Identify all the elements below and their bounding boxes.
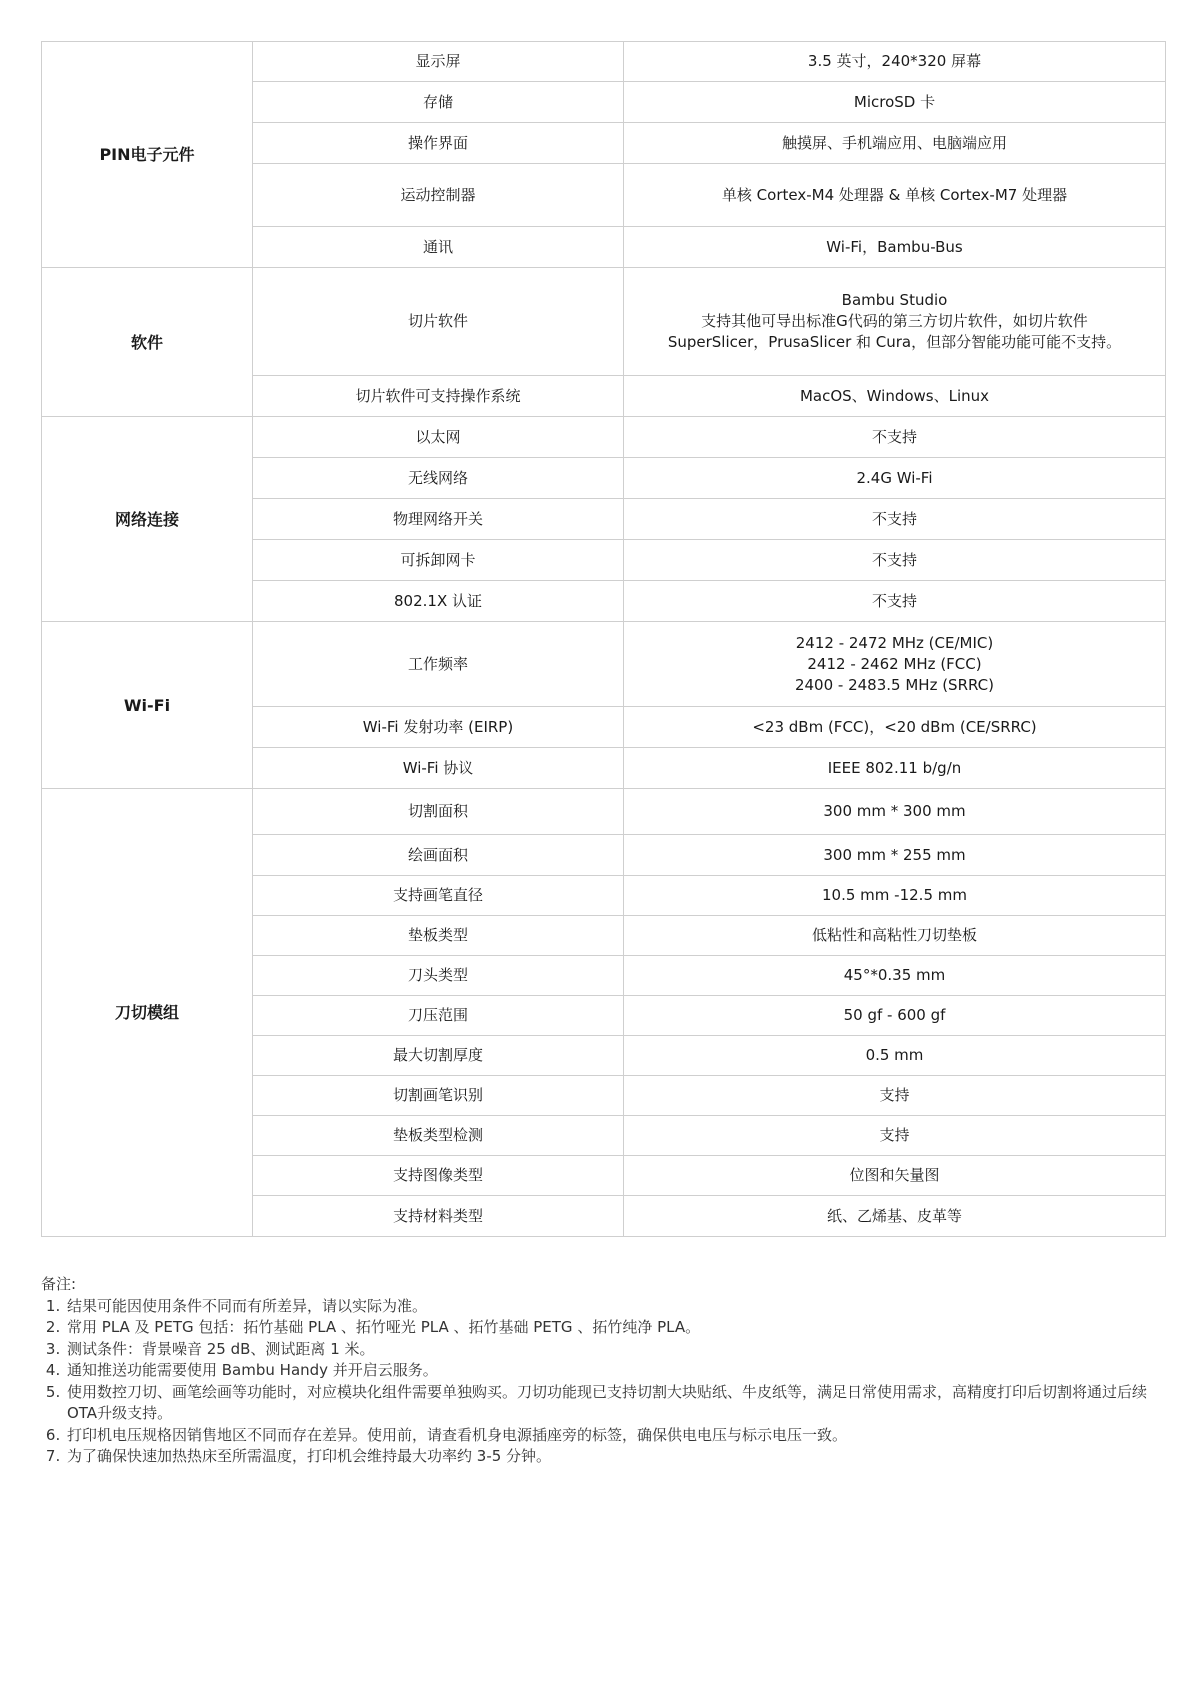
note-item: 4. 通知推送功能需要使用 Bambu Handy 并开启云服务。 — [65, 1360, 1165, 1382]
spec-value — [624, 42, 1166, 82]
spec-value — [624, 707, 1166, 748]
spec-label: 支持画笔直径 — [253, 876, 624, 916]
spec-value — [624, 1196, 1166, 1237]
spec-value — [624, 1116, 1166, 1156]
group-label: 刀切模组 — [42, 789, 253, 1237]
spec-value-line: 300 mm * 300 mm — [823, 802, 966, 820]
spec-label: 刀压范围 — [253, 996, 624, 1036]
spec-value — [624, 916, 1166, 956]
spec-label: 以太网 — [253, 417, 624, 458]
spec-value — [624, 581, 1166, 622]
spec-label: 垫板类型检测 — [253, 1116, 624, 1156]
spec-value — [624, 376, 1166, 417]
spec-value — [624, 622, 1166, 707]
spec-value-line: IEEE 802.11 b/g/n — [827, 758, 962, 777]
spec-value-line: 2412 - 2472 MHz (CE/MIC) — [795, 633, 994, 652]
spec-label: 绘画面积 — [253, 835, 624, 876]
spec-label: 支持图像类型 — [253, 1156, 624, 1196]
note-item: 6. 打印机电压规格因销售地区不同而存在差异。使用前，请查看机身电源插座旁的标签，确保供电电压与标示电压一致。 — [65, 1425, 1165, 1447]
spec-value — [624, 876, 1166, 916]
spec-label: 显示屏 — [253, 42, 624, 82]
spec-label: 垫板类型 — [253, 916, 624, 956]
spec-label: 可拆卸网卡 — [253, 540, 624, 581]
spec-value-line: MacOS、Windows、Linux — [799, 386, 990, 405]
spec-label: Wi-Fi 发射功率 (EIRP) — [253, 707, 624, 748]
spec-value-line: 50 gf - 600 gf — [843, 1006, 946, 1024]
note-item: 5. 使用数控刀切、画笔绘画等功能时，对应模块化组件需要单独购买。刀切功能现已支持切割大块贴纸、牛皮纸等，满足日常使用需求，高精度打印后切割将通过后续OTA升级支持。 — [65, 1382, 1165, 1425]
spec-value-line: 支持其他可导出标准G代码的第三方切片软件，如切片软件 — [701, 312, 1088, 330]
spec-value — [624, 996, 1166, 1036]
spec-value — [624, 835, 1166, 876]
spec-value — [624, 956, 1166, 996]
spec-value-line: 不支持 — [871, 509, 917, 528]
spec-value — [624, 1156, 1166, 1196]
spec-value — [624, 458, 1166, 499]
table-row — [42, 417, 1166, 458]
spec-label: 通讯 — [253, 227, 624, 268]
spec-value-line: 支持 — [879, 1126, 910, 1144]
spec-label: Wi-Fi 协议 — [253, 748, 624, 789]
spec-value-line: <23 dBm (FCC)，<20 dBm (CE/SRRC) — [752, 717, 1037, 736]
spec-value-line: MicroSD 卡 — [853, 92, 936, 111]
spec-label: 切割面积 — [253, 789, 624, 835]
spec-value-line: 2412 - 2462 MHz (FCC) — [807, 654, 982, 673]
table-row — [42, 42, 1166, 82]
spec-value — [624, 227, 1166, 268]
spec-value-line: 位图和矢量图 — [849, 1166, 940, 1184]
spec-label: 物理网络开关 — [253, 499, 624, 540]
group-label: 软件 — [42, 268, 253, 417]
table-row — [42, 268, 1166, 376]
spec-value-line: Wi-Fi，Bambu-Bus — [826, 237, 963, 256]
spec-value-line: 300 mm * 255 mm — [823, 845, 966, 864]
spec-value-line: Bambu Studio — [841, 291, 948, 309]
spec-value — [624, 540, 1166, 581]
spec-value-line: 不支持 — [871, 427, 917, 446]
spec-value-line: 3.5 英寸，240*320 屏幕 — [807, 52, 982, 70]
notes-list — [41, 1296, 1165, 1468]
note-item: 3. 测试条件：背景噪音 25 dB、测试距离 1 米。 — [65, 1339, 1165, 1361]
group-label: 网络连接 — [42, 417, 253, 622]
spec-value — [624, 164, 1166, 227]
spec-value-line: 2.4G Wi-Fi — [856, 468, 933, 487]
spec-table-body — [42, 42, 1166, 1237]
note-item: 2. 常用 PLA 及 PETG 包括：拓竹基础 PLA 、拓竹哑光 PLA 、拓竹基础 PETG 、拓竹纯净 PLA。 — [65, 1317, 1165, 1339]
spec-value-line: 触摸屏、手机端应用、电脑端应用 — [781, 133, 1007, 152]
spec-value — [624, 499, 1166, 540]
spec-label: 切片软件 — [253, 268, 624, 376]
spec-value-line: 单核 Cortex-M4 处理器 & 单核 Cortex-M7 处理器 — [721, 185, 1068, 204]
spec-value-line: 支持 — [879, 1086, 910, 1104]
note-item: 7. 为了确保快速加热热床至所需温度，打印机会维持最大功率约 3-5 分钟。 — [65, 1446, 1165, 1468]
spec-label: 无线网络 — [253, 458, 624, 499]
spec-value-line: 纸、乙烯基、皮革等 — [826, 1206, 962, 1225]
spec-label: 工作频率 — [253, 622, 624, 707]
spec-value — [624, 123, 1166, 164]
spec-value-line: 10.5 mm -12.5 mm — [822, 886, 967, 904]
spec-value — [624, 789, 1166, 835]
notes-title: 备注: — [41, 1275, 77, 1293]
table-row — [42, 622, 1166, 707]
spec-label: 802.1X 认证 — [253, 581, 624, 622]
spec-value-line: 0.5 mm — [865, 1046, 924, 1064]
spec-label: 切割画笔识别 — [253, 1076, 624, 1116]
spec-value-line: 不支持 — [871, 550, 917, 569]
notes-section — [41, 1274, 1165, 1468]
spec-label: 最大切割厚度 — [253, 1036, 624, 1076]
group-label: Wi-Fi — [42, 622, 253, 789]
spec-label: 操作界面 — [253, 123, 624, 164]
table-row — [42, 789, 1166, 835]
note-item: 1. 结果可能因使用条件不同而有所差异，请以实际为准。 — [65, 1296, 1165, 1318]
spec-label: 刀头类型 — [253, 956, 624, 996]
spec-value-line: 2400 - 2483.5 MHz (SRRC) — [794, 675, 995, 694]
spec-table — [41, 41, 1166, 1237]
spec-value-line: 低粘性和高粘性刀切垫板 — [811, 926, 977, 944]
spec-label: 存储 — [253, 82, 624, 123]
spec-label: 切片软件可支持操作系统 — [253, 376, 624, 417]
spec-value — [624, 748, 1166, 789]
spec-value — [624, 417, 1166, 458]
spec-value-line: 不支持 — [871, 591, 917, 610]
spec-label: 运动控制器 — [253, 164, 624, 227]
group-label: PIN电子元件 — [42, 42, 253, 268]
spec-label: 支持材料类型 — [253, 1196, 624, 1237]
spec-value — [624, 1036, 1166, 1076]
spec-value-line: 45°*0.35 mm — [843, 966, 946, 984]
spec-value — [624, 268, 1166, 376]
spec-value-line: SuperSlicer，PrusaSlicer 和 Cura，但部分智能功能可能不支持。 — [667, 333, 1122, 351]
spec-value — [624, 82, 1166, 123]
spec-value — [624, 1076, 1166, 1116]
